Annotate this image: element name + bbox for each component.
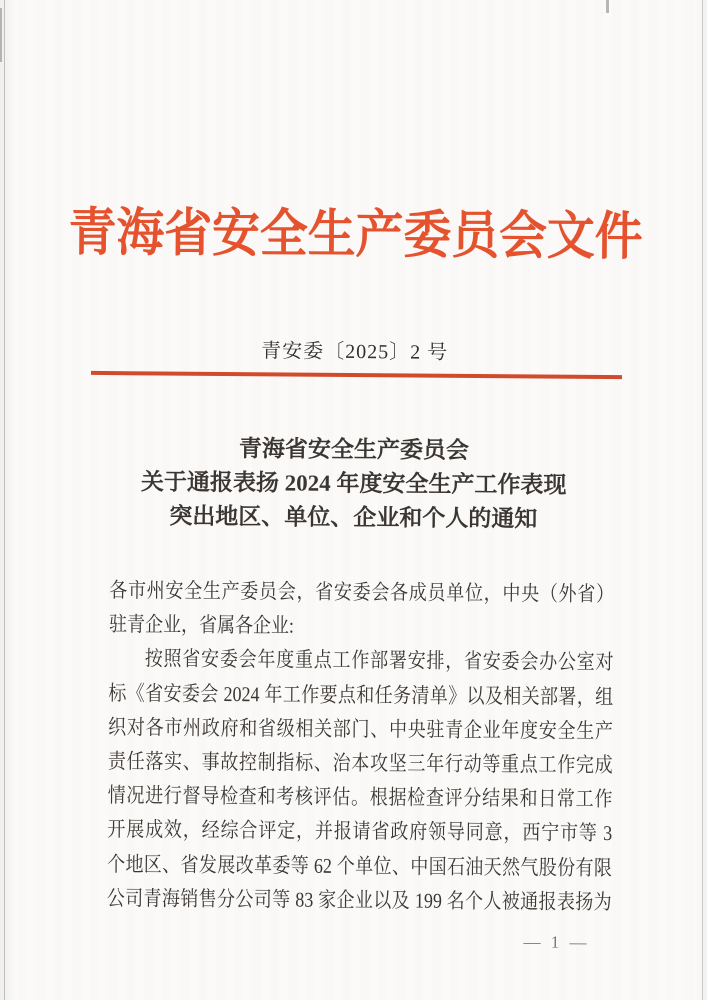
- red-header-title: 青海省安全生产委员会文件: [68, 204, 643, 267]
- body-line: 织对各市州政府和省级相关部门、中央驻青企业年度安全生产: [108, 714, 614, 743]
- document-number: 青安委〔2025〕2 号: [261, 340, 449, 364]
- body-line: 按照省安委会年度重点工作部署安排，省安委会办公室对: [144, 646, 614, 675]
- body-line: 驻青企业，省属各企业:: [108, 612, 295, 638]
- body-line: 公司青海销售分公司等 83 家企业以及 199 名个人被通报表扬为: [106, 885, 612, 914]
- body-line: 情况进行督导检查和考核评估。根据检查评分结果和日常工作: [107, 783, 613, 812]
- title-line-3: 突出地区、单位、企业和个人的通知: [169, 503, 538, 532]
- body-line: 标《省安委会 2024 年工作要点和任务清单》以及相关部署，组: [108, 680, 614, 709]
- title-line-2: 关于通报表扬 2024 年度安全生产工作表现: [140, 469, 567, 498]
- body-line: 个地区、省发展改革委等 62 个单位、中国石油天然气股份有限: [107, 851, 612, 880]
- body-paragraphs: [107, 573, 699, 919]
- red-divider-line: [91, 371, 622, 379]
- body-line: 开展成效，经综合评定，并报请省政府领导同意，西宁市等 3: [107, 817, 613, 846]
- page-number: — 1 —: [523, 932, 590, 952]
- scan-artifact-left-tick: [0, 8, 2, 62]
- body-line: 责任落实、事故控制指标、治本攻坚三年行动等重点工作完成: [107, 749, 613, 777]
- body-line: 各市州安全生产委员会，省安委会各成员单位，中央（外省）: [109, 578, 615, 607]
- title-line-1: 青海省安全生产委员会: [238, 436, 469, 463]
- document-title: [0, 430, 707, 538]
